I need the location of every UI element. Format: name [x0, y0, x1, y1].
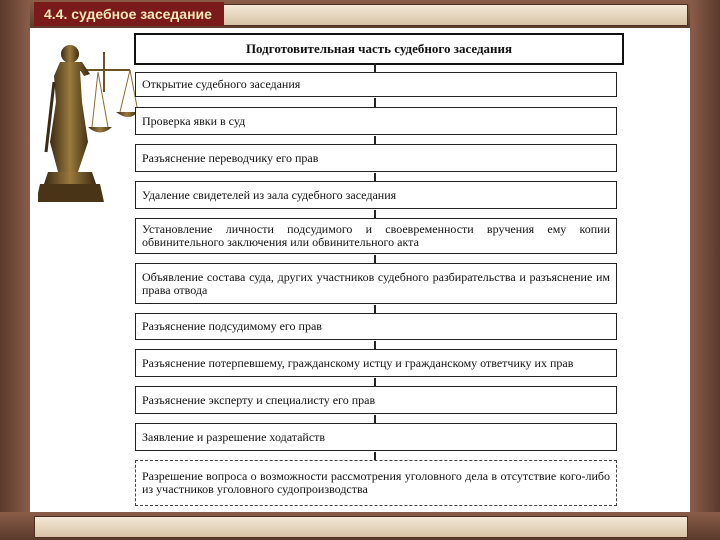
- step-box: Заявление и разрешение ходатайств: [135, 423, 617, 451]
- step-box: Открытие судебного заседания: [135, 72, 617, 97]
- step-box: Установление личности подсудимого и своевременности вручения ему копии обвинительного заключения или обвинительного акта: [135, 218, 617, 254]
- arrow-connector: [374, 415, 376, 423]
- step-box: Разъяснение эксперту и специалисту его прав: [135, 386, 617, 414]
- arrow-connector: [374, 255, 376, 263]
- frame-bar-bottom: [34, 516, 688, 538]
- themis-statue-image: [38, 32, 138, 207]
- arrow-connector: [374, 98, 376, 107]
- step-box: Проверка явки в суд: [135, 107, 617, 135]
- arrow-connector: [374, 173, 376, 181]
- step-box: Разъяснение подсудимому его прав: [135, 313, 617, 340]
- diagram-header: Подготовительная часть судебного заседания: [134, 33, 624, 65]
- frame-left: [0, 0, 30, 540]
- slide-title: 4.4. судебное заседание: [34, 2, 224, 26]
- arrow-connector: [374, 452, 376, 460]
- arrow-connector: [374, 305, 376, 313]
- step-box: Объявление состава суда, других участников судебного разбирательства и разъяснение им права отвода: [135, 263, 617, 304]
- step-box: Удаление свидетелей из зала судебного заседания: [135, 181, 617, 209]
- arrow-connector: [374, 63, 376, 72]
- frame-right: [690, 0, 720, 540]
- arrow-connector: [374, 210, 376, 218]
- arrow-connector: [374, 136, 376, 144]
- arrow-connector: [374, 341, 376, 349]
- step-box: Разъяснение переводчику его прав: [135, 144, 617, 172]
- slide-content: [30, 28, 690, 512]
- step-box: Разрешение вопроса о возможности рассмотрения уголовного дела в отсутствие кого-либо из участников уголовного судопроизводства: [135, 460, 617, 506]
- step-box: Разъяснение потерпевшему, гражданскому истцу и гражданскому ответчику их прав: [135, 349, 617, 377]
- arrow-connector: [374, 378, 376, 386]
